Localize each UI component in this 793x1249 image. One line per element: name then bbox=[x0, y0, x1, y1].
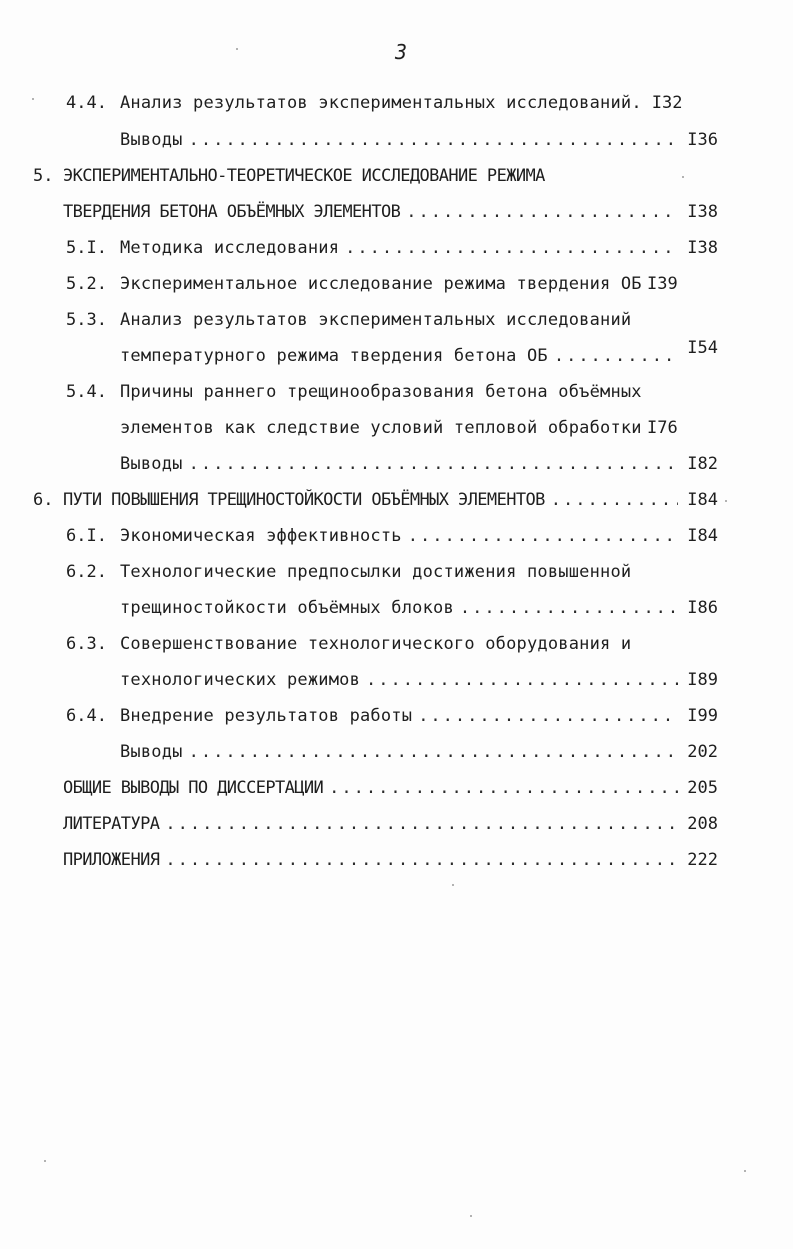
toc-entry-number: 5. bbox=[33, 166, 54, 186]
toc-entry-page: I82 bbox=[687, 454, 718, 474]
toc-entry-number: 4.4. bbox=[66, 93, 107, 113]
toc-entry-page: 208 bbox=[687, 814, 718, 834]
toc-entry-page: I86 bbox=[687, 598, 718, 618]
toc-leader bbox=[189, 741, 678, 763]
toc-entry-5-4-cont bbox=[120, 417, 718, 439]
toc-entry-6-1 bbox=[66, 525, 718, 547]
toc-leader bbox=[345, 237, 678, 259]
toc-entry-title: Анализ результатов экспериментальных исследований bbox=[120, 310, 632, 330]
toc-entry-number: 5.I. bbox=[66, 238, 107, 258]
toc-entry-5-2 bbox=[66, 273, 718, 295]
toc-entry-page: I38 bbox=[687, 238, 718, 258]
toc-entry-conclusions-6 bbox=[120, 741, 718, 763]
toc-entry-4-4 bbox=[66, 92, 718, 114]
toc-entry-title: Выводы bbox=[120, 742, 183, 762]
toc-entry-page: I89 bbox=[687, 670, 718, 690]
toc-entry-title: ЭКСПЕРИМЕНТАЛЬНО-ТЕОРЕТИЧЕСКОЕ ИССЛЕДОВАНИЕ РЕЖИМА bbox=[63, 166, 545, 186]
toc-entry-literature bbox=[63, 813, 718, 835]
toc-entry-number: 5.2. bbox=[66, 274, 107, 294]
toc-leader bbox=[460, 597, 678, 619]
page-number: 3 bbox=[395, 40, 408, 64]
toc-entry-6-3 bbox=[66, 633, 718, 655]
toc-entry-title: Выводы bbox=[120, 454, 183, 474]
toc-entry-conclusions-4 bbox=[120, 129, 718, 151]
toc-entry-page: I99 bbox=[687, 706, 718, 726]
toc-entry-title: Совершенствование технологического оборудования и bbox=[120, 634, 632, 654]
toc-leader bbox=[165, 813, 678, 835]
scan-speck bbox=[682, 176, 684, 178]
toc-entry-title: элементов как следствие условий тепловой обработки bbox=[120, 418, 642, 438]
scan-speck bbox=[32, 98, 34, 100]
toc-entry-5-cont bbox=[63, 201, 718, 223]
toc-entry-title: ТВЕРДЕНИЯ БЕТОНА ОБЪЁМНЫХ ЭЛЕМЕНТОВ bbox=[63, 202, 401, 222]
toc-entry-5-4 bbox=[66, 381, 718, 403]
toc-leader bbox=[551, 489, 678, 511]
toc-entry-title: Анализ результатов экспериментальных исследований bbox=[120, 93, 632, 113]
toc-entry-page: I54 bbox=[687, 338, 718, 358]
toc-entry-title: ПУТИ ПОВЫШЕНИЯ ТРЕЩИНОСТОЙКОСТИ ОБЪЁМНЫХ ЭЛЕМЕНТОВ bbox=[63, 490, 545, 510]
toc-entry-6-4 bbox=[66, 705, 718, 727]
toc-entry-appendices bbox=[63, 849, 718, 871]
toc-entry-conclusions-5 bbox=[120, 453, 718, 475]
toc-entry-page: 202 bbox=[687, 742, 718, 762]
toc-leader bbox=[165, 849, 678, 871]
toc-entry-6 bbox=[33, 489, 718, 511]
toc-entry-5-3-cont bbox=[120, 338, 718, 367]
toc-entry-title: технологических режимов bbox=[120, 670, 361, 690]
toc-entry-title: ОБЩИЕ ВЫВОДЫ ПО ДИССЕРТАЦИИ bbox=[63, 778, 324, 798]
toc-entry-title: трещиностойкости объёмных блоков bbox=[120, 598, 454, 618]
toc-entry-page: I84 bbox=[687, 526, 718, 546]
scan-speck bbox=[236, 48, 238, 50]
scan-speck bbox=[725, 500, 727, 502]
toc-entry-6-3-cont bbox=[120, 669, 718, 691]
toc-entry-page: . I32 bbox=[631, 93, 683, 113]
toc-entry-title: Методика исследования bbox=[120, 238, 340, 258]
toc-entry-number: 5.4. bbox=[66, 382, 107, 402]
scan-speck bbox=[44, 1160, 46, 1162]
toc-leader bbox=[408, 525, 678, 547]
toc-entry-number: 6. bbox=[33, 490, 54, 510]
toc-entry-number: 6.3. bbox=[66, 634, 107, 654]
toc-leader bbox=[406, 201, 678, 223]
toc-leader bbox=[329, 777, 678, 799]
toc-entry-title: Экспериментальное исследование режима твердения ОБ bbox=[120, 274, 642, 294]
toc-entry-title: Внедрение результатов работы bbox=[120, 706, 413, 726]
toc-entry-page: 205 bbox=[687, 778, 718, 798]
toc-entry-page: I36 bbox=[687, 130, 718, 150]
toc-entry-number: 6.I. bbox=[66, 526, 107, 546]
toc-entry-title: ПРИЛОЖЕНИЯ bbox=[63, 850, 160, 870]
toc-entry-6-2-cont bbox=[120, 597, 718, 619]
scan-speck bbox=[470, 1215, 472, 1217]
toc-entry-page: I39 bbox=[647, 274, 678, 294]
toc-entry-page: 222 bbox=[687, 850, 718, 870]
toc-entry-5-1 bbox=[66, 237, 718, 259]
scan-speck bbox=[452, 884, 454, 886]
toc-entry-page: I84 bbox=[687, 490, 718, 510]
scan-speck bbox=[744, 1170, 746, 1172]
toc-entry-title: Технологические предпосылки достижения повышенной bbox=[120, 562, 632, 582]
toc-leader bbox=[366, 669, 678, 691]
toc-entry-title: Выводы bbox=[120, 130, 183, 150]
toc-leader bbox=[189, 453, 678, 475]
toc-entry-title: Экономическая эффективность bbox=[120, 526, 402, 546]
toc-leader bbox=[554, 345, 678, 367]
toc-entry-5-3 bbox=[66, 309, 718, 331]
toc-entry-title: температурного режима твердения бетона ОБ bbox=[120, 346, 548, 366]
toc-entry-6-2 bbox=[66, 561, 718, 583]
toc-entry-number: 6.4. bbox=[66, 706, 107, 726]
toc-entry-number: 6.2. bbox=[66, 562, 107, 582]
toc-leader bbox=[189, 129, 678, 151]
toc-entry-title: Причины раннего трещинообразования бетона объёмных bbox=[120, 382, 642, 402]
toc-entry-5 bbox=[33, 165, 718, 187]
toc-entry-general-conclusions bbox=[63, 777, 718, 799]
toc-entry-number: 5.3. bbox=[66, 310, 107, 330]
toc-entry-title: ЛИТЕРАТУРА bbox=[63, 814, 160, 834]
toc-leader bbox=[418, 705, 678, 727]
toc-entry-page: I38 bbox=[687, 202, 718, 222]
toc-entry-page: I76 bbox=[647, 418, 678, 438]
